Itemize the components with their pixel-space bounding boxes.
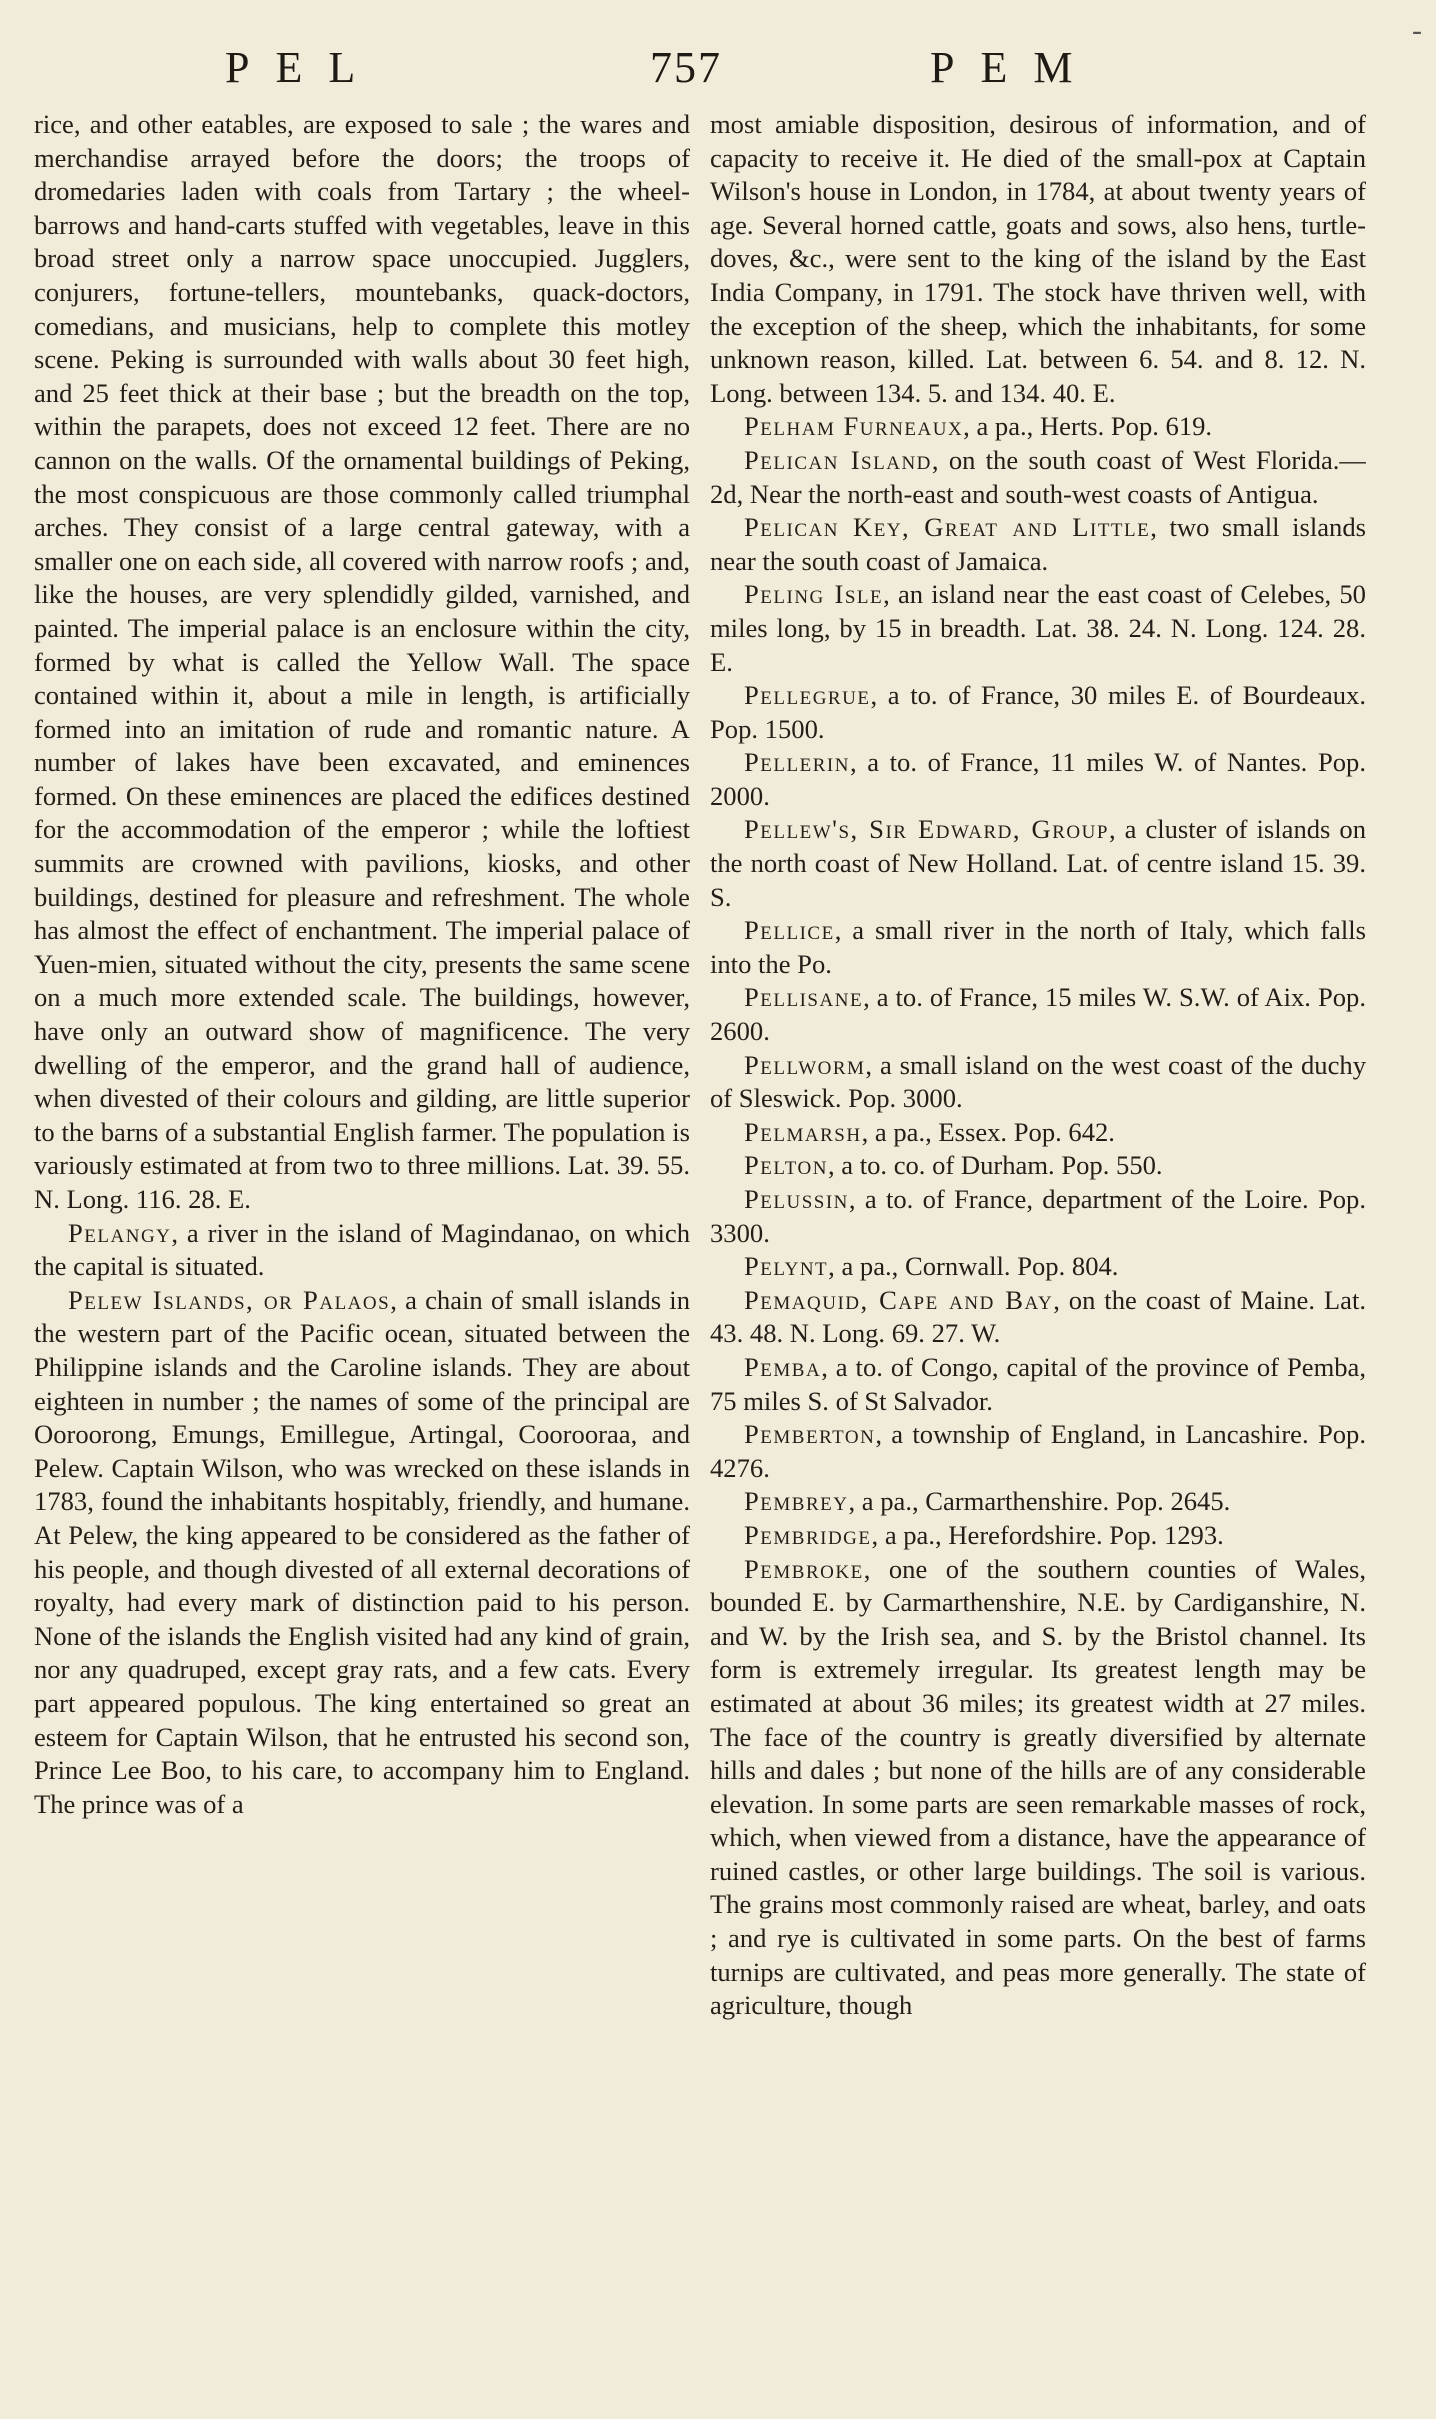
left-column: [34, 108, 690, 2408]
dictionary-entry: [710, 746, 1366, 813]
entry-text: , a chain of small islands in the western part of the Pacific ocean, situated between the Philippine islands and the Caroline islands. They are about eighteen in number ; the names of some of the principal are Ooroorong, Emungs, Emillegue, Artingal, Coorooraa, and Pelew. Captain Wilson, who was wrecked on these islands in 1783, found the inhabitants hospitably, friendly, and humane. At Pelew, the king appeared to be considered as the father of his people, and though divested of all external decorations of royalty, had every mark of distinction paid to his person. None of the islands the English visited had any kind of grain, nor any quadruped, except gray rats, and a few cats. Every part appeared populous. The king entertained so great an esteem for Captain Wilson, that he entrusted his second son, Prince Lee Boo, to his care, to accompany him to England. The prince was of a: [34, 1284, 690, 1819]
entry-headword: Pelham Furneaux: [744, 411, 964, 442]
entry-headword: Pembrey: [744, 1486, 849, 1517]
entry-headword: Pemberton: [744, 1419, 876, 1450]
dictionary-entry: [710, 1553, 1366, 2023]
entry-text: , one of the southern counties of Wales, bounded E. by Carmarthenshire, N.E. by Cardiganshire, N. and W. by the Irish sea, and S. by the Bristol channel. Its form is extremely irregular. Its greatest length may be estimated at about 36 miles; its greatest width at 27 miles. The face of the country is greatly diversified by alternate hills and dales ; but none of the hills are of any considerable elevation. In some parts are seen remarkable masses of rock, which, when viewed from a distance, have the appearance of ruined castles, or other large buildings. The soil is various. The grains most commonly raised are wheat, barley, and oats ; and rye is cultivated in some parts. On the best of farms turnips are cultivated, and peas more generally. The state of agriculture, though: [710, 1553, 1366, 2021]
entry-text: , a pa., Herefordshire. Pop. 1293.: [871, 1519, 1224, 1550]
dictionary-entry: [710, 1183, 1366, 1250]
entry-text: , a river in the island of Magindanao, on which the capital is situated.: [34, 1217, 690, 1282]
entry-headword: Pemaquid, Cape and Bay: [744, 1284, 1054, 1315]
entry-headword: Pellisane: [744, 982, 864, 1013]
entry-text: , a pa., Carmarthenshire. Pop. 2645.: [848, 1486, 1231, 1517]
dictionary-entry: [710, 679, 1366, 746]
entry-text: , a to. co. of Durham. Pop. 550.: [827, 1150, 1163, 1181]
dictionary-entry: [34, 1284, 690, 1822]
dictionary-entry: [710, 511, 1366, 578]
dictionary-entry: [710, 1250, 1366, 1284]
header-right-catchword: PEM: [930, 43, 1099, 92]
entry-text: , a to. of France, 11 miles W. of Nantes. Pop. 2000.: [710, 747, 1366, 811]
entry-headword: Pellice: [744, 915, 835, 946]
entry-text: , a township of England, in Lancashire. Pop. 4276.: [710, 1419, 1366, 1483]
entry-headword: Pemba: [744, 1351, 822, 1382]
entry-headword: Peling Isle: [744, 579, 884, 610]
page-number: 757: [650, 43, 722, 92]
entry-headword: Pelmarsh: [744, 1116, 862, 1147]
entry-text: , a to. of France, 15 miles W. S.W. of Aix. Pop. 2600.: [710, 982, 1366, 1047]
running-header: [0, 42, 1436, 102]
entry-text: , a to. of France, department of the Loire. Pop. 3300.: [710, 1184, 1366, 1248]
entry-text: , on the south coast of West Florida.—2d, Near the north-east and south-west coasts of Antigua.: [710, 444, 1366, 509]
entry-text: , an island near the east coast of Celebes, 50 miles long, by 15 in breadth. Lat. 38. 24. N. Long. 124. 28. E.: [710, 579, 1366, 677]
entry-headword: Pelussin: [744, 1184, 849, 1214]
right-column: [710, 108, 1366, 2408]
dictionary-entry: [710, 813, 1366, 914]
entry-headword: Pellew's, Sir Edward, Group: [744, 814, 1109, 845]
entry-headword: Pelew Islands, or Palaos: [68, 1284, 391, 1315]
entry-text: , on the coast of Maine. Lat. 43. 48. N. Long. 69. 27. W.: [710, 1284, 1366, 1349]
dictionary-entry: [710, 1116, 1366, 1150]
dictionary-entry: [710, 1049, 1366, 1116]
header-left-catchword: PEL: [225, 43, 382, 92]
entry-headword: Pelican Key, Great and Little: [744, 512, 1151, 543]
corner-mark: -: [1412, 14, 1422, 47]
dictionary-entry: [710, 1351, 1366, 1418]
entry-headword: Pelynt: [744, 1251, 829, 1282]
dictionary-entry: [710, 1519, 1366, 1553]
entry-text: , a to. of Congo, capital of the province of Pemba, 75 miles S. of St Salvador.: [710, 1351, 1366, 1416]
dictionary-entry: [34, 1217, 690, 1284]
entry-headword: Pelican Island: [744, 444, 932, 475]
entry-headword: Pellerin: [744, 747, 850, 778]
dictionary-entry: [710, 410, 1366, 444]
continued-text: [710, 108, 1366, 410]
dictionary-entry: [710, 981, 1366, 1048]
entry-headword: Pembridge: [744, 1519, 872, 1550]
continued-text: [34, 108, 690, 1217]
entry-headword: Pellworm: [744, 1049, 866, 1080]
entry-text: , a small river in the north of Italy, which falls into the Po.: [710, 915, 1366, 979]
entry-text: , a cluster of islands on the north coast of New Holland. Lat. of centre island 15. 39. S.: [710, 814, 1366, 912]
dictionary-entry: [710, 444, 1366, 511]
entry-text: , a pa., Herts. Pop. 619.: [963, 411, 1213, 442]
entry-headword: Pellegrue: [744, 680, 871, 711]
dictionary-entry: [710, 1149, 1366, 1183]
entry-headword: Pelangy: [68, 1217, 172, 1248]
dictionary-entry: [710, 1485, 1366, 1519]
entry-text: most amiable disposition, desirous of information, and of capacity to receive it. He died of the small-pox at Captain Wilson's house in London, in 1784, at about twenty years of age. Several horned cattle, goats and sows, also hens, turtle-doves, &c., were sent to the king of the island by the East India Company, in 1791. The stock have thriven well, with the exception of the sheep, which the inhabitants, for some unknown reason, killed. Lat. between 6. 54. and 8. 12. N. Long. between 134. 5. and 134. 40. E.: [710, 109, 1366, 408]
entry-headword: Pelton: [744, 1150, 828, 1181]
dictionary-entry: [710, 578, 1366, 679]
entry-text: , a pa., Essex. Pop. 642.: [861, 1116, 1115, 1147]
dictionary-entry: [710, 1418, 1366, 1485]
entry-headword: Pembroke: [744, 1553, 864, 1584]
entry-text: , a small island on the west coast of the duchy of Sleswick. Pop. 3000.: [710, 1049, 1366, 1114]
entry-text: , a pa., Cornwall. Pop. 804.: [828, 1251, 1119, 1282]
entry-text: , a to. of France, 30 miles E. of Bourdeaux. Pop. 1500.: [710, 680, 1366, 744]
dictionary-entry: [710, 914, 1366, 981]
dictionary-entry: [710, 1284, 1366, 1351]
entry-text: , two small islands near the south coast of Jamaica.: [710, 512, 1366, 576]
entry-text: rice, and other eatables, are exposed to sale ; the wares and merchandise arrayed before the doors; the troops of dromedaries laden with coals from Tartary ; the wheel-barrows and hand-carts stuffed with vegetables, leave in this broad street only a narrow space unoccupied. Jugglers, conjurers, fortune-tellers, mountebanks, quack-doctors, comedians, and musicians, help to complete this motley scene. Peking is surrounded with walls about 30 feet high, and 25 feet thick at their base ; but the breadth on the top, within the parapets, does not exceed 12 feet. There are no cannon on the walls. Of the ornamental buildings of Peking, the most conspicuous are those commonly called triumphal arches. They consist of a large central gateway, with a smaller one on each side, all covered with narrow roofs ; and, like the houses, are very splendidly gilded, varnished, and painted. The imperial palace is an enclosure within the city, formed by what is called the Yellow Wall. The space contained within it, about a mile in length, is artificially formed into an imitation of rude and romantic nature. A number of lakes have been excavated, and eminences formed. On these eminences are placed the edifices destined for the accommodation of the emperor ; while the loftiest summits are crowned with pavilions, kiosks, and other buildings, destined for pleasure and refreshment. The whole has almost the effect of enchantment. The imperial palace of Yuen-mien, situated without the city, presents the same scene on a much more extended scale. The buildings, however, have only an outward show of magnificence. The very dwelling of the emperor, and the grand hall of audience, when divested of their colours and gilding, are little superior to the barns of a substantial English farmer. The population is variously estimated at from two to three millions. Lat. 39. 55. N. Long. 116. 28. E.: [34, 109, 690, 1214]
